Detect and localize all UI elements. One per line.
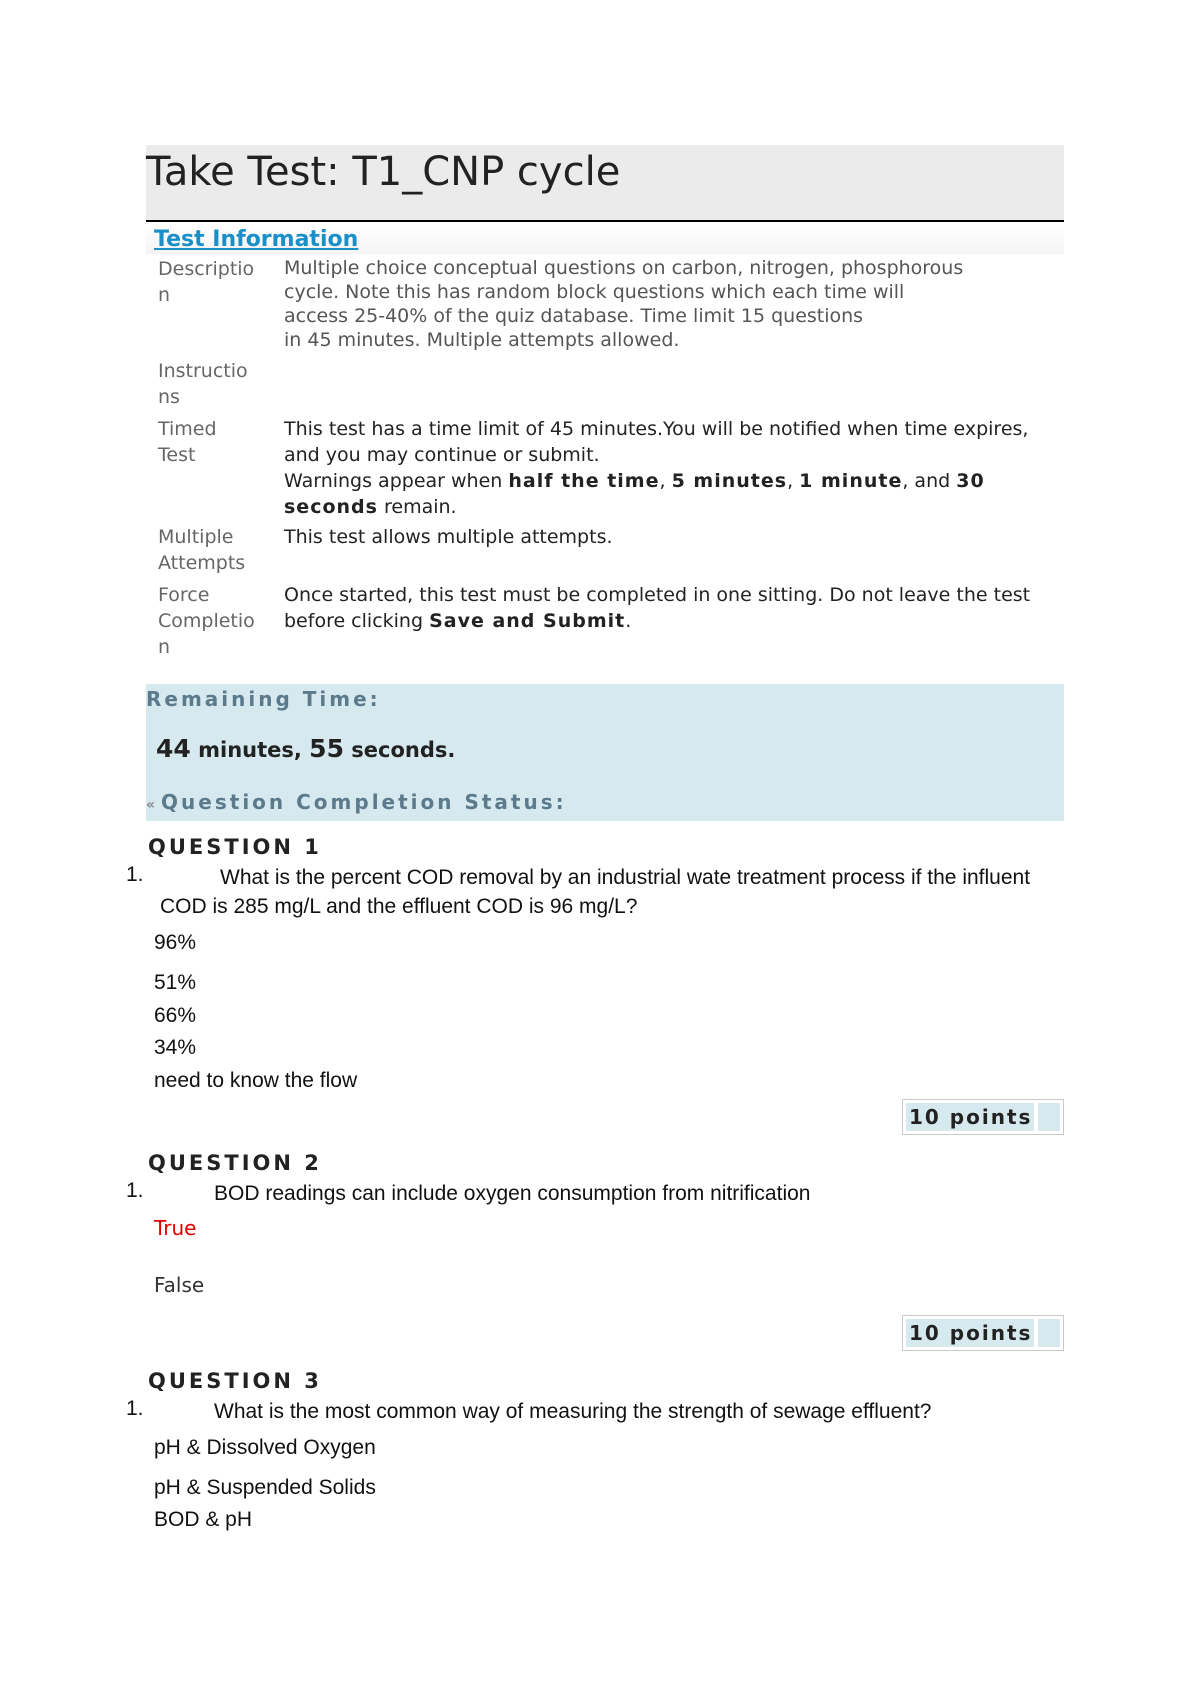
answer-option[interactable]: need to know the flow [154, 1069, 358, 1092]
timed-test-label: Timed Test [158, 418, 217, 466]
question-2-label: QUESTION 2 [148, 1151, 322, 1175]
timed-test-value [284, 410, 1064, 520]
answer-option-true[interactable]: True [154, 1216, 197, 1240]
chevron-down-icon: « [146, 797, 156, 813]
answer-option[interactable]: 34% [154, 1036, 197, 1059]
answer-option[interactable]: pH & Suspended Solids [154, 1476, 376, 1499]
question-2-text: BOD readings can include oxygen consumption from nitrification [214, 1182, 811, 1205]
seconds-value: 55 [309, 734, 344, 763]
info-row-instructions [146, 352, 1064, 410]
question-2-number: 1. [126, 1179, 144, 1202]
points-label: 10 points [909, 1105, 1033, 1129]
multiple-attempts-value: This test allows multiple attempts. [284, 526, 613, 548]
info-row-description [146, 254, 1064, 352]
warn-5min: 5 minutes [671, 470, 788, 492]
question-completion-status-toggle[interactable] [146, 790, 567, 814]
warn-suffix: remain. [377, 496, 457, 518]
seconds-word: seconds. [343, 738, 456, 762]
answer-option[interactable]: 96% [154, 931, 197, 954]
description-line: Multiple choice conceptual questions on carbon, nitrogen, phosphorous [284, 257, 964, 279]
warn-text: Warnings appear when [284, 470, 509, 492]
warn-sep: , [787, 470, 800, 492]
question-1-label: QUESTION 1 [148, 835, 322, 859]
points-box [906, 1103, 1034, 1131]
question-1-points [902, 1099, 1064, 1135]
description-label: Descriptio n [158, 258, 255, 306]
test-information-table [146, 254, 1064, 660]
points-cap [1038, 1319, 1060, 1347]
page-title: Take Test: T1_CNP cycle [146, 149, 621, 195]
force-text: Once started, this test must be completed in one sitting. Do not leave the test before clicking [284, 584, 1031, 632]
title-bar [146, 145, 1064, 222]
warn-sep: , [659, 470, 672, 492]
answer-option-false[interactable]: False [154, 1273, 205, 1297]
points-cap [1038, 1103, 1060, 1131]
description-line: in 45 minutes. Multiple attempts allowed. [284, 329, 680, 351]
answer-option[interactable]: 51% [154, 971, 197, 994]
points-box [906, 1319, 1034, 1347]
timed-test-warnings [284, 468, 1064, 520]
question-3-text: What is the most common way of measuring the strength of sewage effluent? [214, 1400, 932, 1423]
question-1-number: 1. [126, 863, 144, 886]
warn-sep: , and [902, 470, 957, 492]
warn-1min: 1 minute [799, 470, 903, 492]
remaining-time-value [156, 734, 455, 763]
question-3-number: 1. [126, 1397, 144, 1420]
minutes-word: minutes, [190, 738, 310, 762]
description-line: cycle. Note this has random block questions which each time will [284, 281, 905, 303]
completion-status-label: Question Completion Status: [161, 790, 567, 814]
points-label: 10 points [909, 1321, 1033, 1345]
info-row-multiple [146, 520, 1064, 576]
test-page [126, 145, 1064, 1601]
warn-half: half the time [508, 470, 660, 492]
instructions-value [284, 352, 1064, 410]
test-information-link[interactable]: Test Information [154, 227, 359, 252]
instructions-label: Instructio ns [158, 360, 248, 408]
answer-option[interactable]: pH & Dissolved Oxygen [154, 1436, 376, 1459]
timer-panel [146, 684, 1064, 821]
save-and-submit-text: Save and Submit [429, 610, 626, 632]
question-3-label: QUESTION 3 [148, 1369, 322, 1393]
description-line: access 25-40% of the quiz database. Time limit 15 questions [284, 305, 864, 327]
force-completion-value [284, 576, 1064, 660]
questions-area [126, 821, 1064, 1601]
test-information-header [146, 224, 1064, 254]
answer-option[interactable]: BOD & pH [154, 1508, 253, 1531]
info-row-timed [146, 410, 1064, 520]
description-value [284, 254, 1064, 352]
force-completion-label: Force Completio n [158, 584, 255, 658]
answer-option[interactable]: 66% [154, 1004, 197, 1027]
multiple-attempts-label: Multiple Attempts [158, 526, 246, 574]
remaining-time-label: Remaining Time: [146, 687, 381, 711]
minutes-value: 44 [156, 734, 191, 763]
question-2-points [902, 1315, 1064, 1351]
info-row-force [146, 576, 1064, 660]
force-suffix: . [625, 610, 632, 632]
question-1-text: What is the percent COD removal by an industrial wate treatment process if the influent COD is 285 mg/L and the effluent COD is 96 mg/L? [160, 866, 1031, 918]
timed-test-text: This test has a time limit of 45 minutes.You will be notified when time expires, and you may continue or submit. [284, 418, 1029, 466]
warn-30sec: 30 seconds [284, 470, 985, 518]
